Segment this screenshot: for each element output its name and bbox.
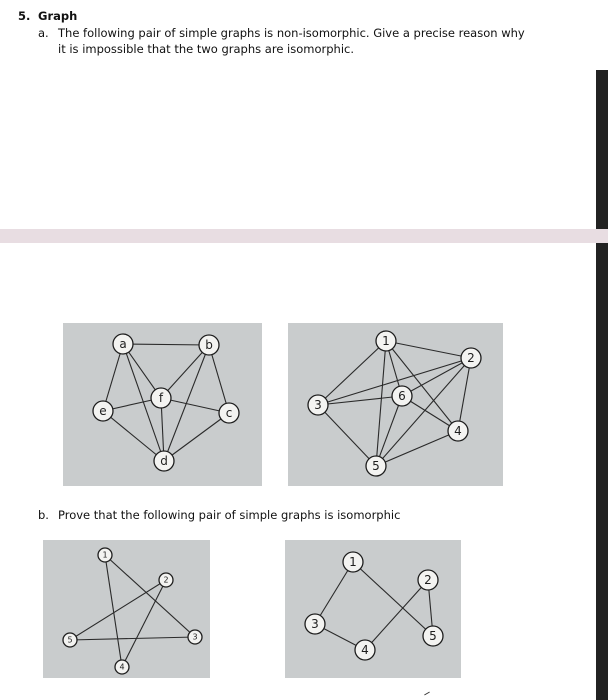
stray-mark: [424, 692, 430, 696]
graph-a-right-node-1: [376, 331, 396, 351]
graph-b-left-node-2: [159, 573, 173, 587]
svg-text:2: 2: [467, 351, 475, 365]
question-number: 5.: [18, 9, 31, 23]
question-title: Graph: [38, 9, 78, 23]
svg-text:5: 5: [429, 629, 437, 643]
svg-text:1: 1: [382, 334, 390, 348]
svg-text:d: d: [160, 454, 168, 468]
graph-a-left-node-f: [151, 388, 171, 408]
graph-a-left-node-d: [154, 451, 174, 471]
graph-b-left-node-4: [115, 660, 129, 674]
graph-a-right-node-2: [461, 348, 481, 368]
graph-b-left: [43, 540, 210, 678]
part-a-line-1: The following pair of simple graphs is non-isomorphic. Give a precise reason why: [58, 26, 525, 40]
part-b-text: Prove that the following pair of simple graphs is isomorphic: [58, 508, 401, 522]
graph-a-left: [63, 323, 262, 486]
svg-text:3: 3: [314, 398, 322, 412]
graph-b-right-node-3: [305, 614, 325, 634]
svg-text:4: 4: [361, 643, 369, 657]
part-a-line-2: it is impossible that the two graphs are isomorphic.: [58, 42, 354, 56]
part-b-letter: b.: [38, 508, 49, 522]
graph-b-left-node-3: [188, 630, 202, 644]
graph-a-right-node-4: [448, 421, 468, 441]
graph-a-left-node-b: [199, 335, 219, 355]
svg-text:6: 6: [398, 389, 406, 403]
svg-text:c: c: [225, 406, 233, 420]
graph-a-right-node-6: [392, 386, 412, 406]
graph-b-right-node-5: [423, 626, 443, 646]
graph-b-left-node-5: [63, 633, 77, 647]
svg-text:4: 4: [454, 424, 462, 438]
graph-b-right-node-2: [418, 570, 438, 590]
svg-text:3: 3: [192, 632, 198, 642]
svg-text:1: 1: [349, 555, 357, 569]
graph-a-right-node-5: [366, 456, 386, 476]
svg-text:2: 2: [163, 575, 169, 585]
graph-a-right: [288, 323, 503, 486]
graph-b-right-node-4: [355, 640, 375, 660]
svg-text:4: 4: [119, 662, 125, 672]
graph-a-left-node-c: [219, 403, 239, 423]
graph-a-left-node-e: [93, 401, 113, 421]
graph-a-right-node-3: [308, 395, 328, 415]
page-separator: [0, 229, 608, 243]
svg-text:f: f: [158, 391, 164, 405]
scrollbar-track-lower: [596, 243, 608, 700]
scrollbar-track-upper: [596, 70, 608, 229]
svg-text:e: e: [99, 404, 107, 418]
svg-text:2: 2: [424, 573, 432, 587]
graph-b-left-node-1: [98, 548, 112, 562]
svg-text:a: a: [119, 337, 127, 351]
svg-text:1: 1: [102, 550, 108, 560]
svg-text:5: 5: [67, 635, 73, 645]
graph-a-left-node-a: [113, 334, 133, 354]
graph-b-right: [285, 540, 461, 678]
svg-text:b: b: [205, 338, 213, 352]
svg-text:3: 3: [311, 617, 319, 631]
part-a-letter: a.: [38, 26, 49, 40]
graph-b-right-node-1: [343, 552, 363, 572]
svg-text:5: 5: [372, 459, 380, 473]
